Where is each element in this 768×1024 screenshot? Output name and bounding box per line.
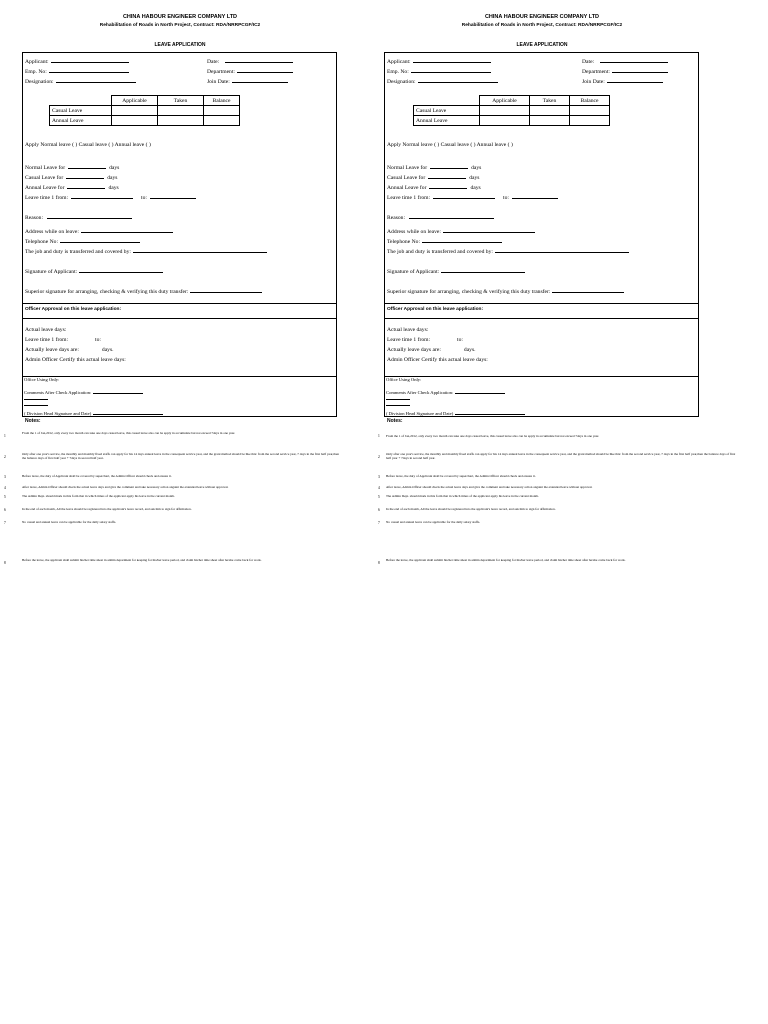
office-using-only: Office Using Only: [386, 377, 422, 382]
note-item: Only after one year's service, the monthly and monthly fixed staffs can apply for his 14 days annual leave in the consequent service year, and the grant method should be like this: from the second service year, 7 days in the first half year,then the balance days of first half year + 7days in second half year. [386, 452, 736, 461]
note-item: Before leave, the duty of Applicant shall be covered by superchart, the Admin Officer should check and ensure it. [22, 474, 172, 478]
note-item: In the end of each month, All the leave should be registered into the applicant's leave record, and ask him to sign for affirmation. [386, 507, 556, 511]
actual-leave-days: Actual leave days: [387, 327, 429, 333]
note-number: 7 [378, 521, 380, 525]
admin-certify: Admin Officer Certify this actual leave days: [387, 357, 488, 363]
note-item: No casual and annual leave can be applicable for the daily salary staffs. [386, 520, 481, 524]
actually-leave-days: Actually leave days are: days. [25, 347, 114, 353]
col-applicable: Applicable [112, 96, 158, 106]
note-item: After leave, Admin Officer should check the actual leave days and give the comment and take necessary action angaint the extended leave without approval. [386, 485, 593, 489]
cell-input[interactable] [530, 116, 570, 126]
note-item: Only after one year's service, the monthly and monthly fixed staffs can apply for his 14 days annual leave in the consequent service year, and the grant method should be like this: from the second service year, 7 days in the first half year,then the balance days of first half year + 7days in second half year. [22, 452, 339, 461]
applicant-field[interactable]: Applicant: [25, 57, 129, 66]
casual-leave-for[interactable]: Casual Leave for days [25, 175, 118, 181]
note-item: The Admin Dept. should mark in this form that in which times of the applicant apply his leave in the current month. [22, 494, 175, 498]
signature-line [24, 399, 48, 400]
form-title: LEAVE APPLICATION [154, 42, 206, 48]
notes-heading: Notes: [25, 418, 41, 424]
col-balance: Balance [570, 96, 610, 106]
col-balance: Balance [204, 96, 240, 106]
apply-leave-type[interactable]: Apply Normal leave ( ) Casual leave ( ) Annual leave ( ) [387, 142, 513, 148]
emp-no-field[interactable]: Emp. No: [387, 67, 491, 76]
note-number: 2 [378, 455, 380, 459]
actual-leave-days: Actual leave days: [25, 327, 67, 333]
note-number: 6 [4, 508, 6, 512]
note-number: 8 [378, 561, 380, 565]
applicant-field[interactable]: Applicant: [387, 57, 491, 66]
date-field[interactable]: Date: [582, 57, 668, 66]
note-item: Before the leave, the applicant shall submit his/her time sheet in admin department for keeping for his/her leave period, and claim his/her time sheet after he/she come back for work. [22, 558, 262, 562]
address-field[interactable]: Address while on leave: [387, 227, 535, 236]
applicant-signature-field[interactable]: Signature of Applicant: [387, 267, 525, 276]
note-number: 2 [4, 455, 6, 459]
col-taken: Taken [530, 96, 570, 106]
officer-leave-time: Leave time 1 from: to: [25, 337, 101, 343]
note-item: After leave, Admin Officer should check the actual leave days and give the comment and take necessary action angaint the extended leave without approval. [22, 485, 229, 489]
cell-input[interactable] [158, 116, 204, 126]
join-date-field[interactable]: Join Date: [582, 77, 663, 86]
note-number: 5 [378, 495, 380, 499]
leave-form-copy-right [378, 0, 736, 600]
leave-balance-table [413, 95, 610, 126]
note-number: 5 [4, 495, 6, 499]
cell-input[interactable] [158, 106, 204, 116]
note-number: 4 [378, 486, 380, 490]
normal-leave-for[interactable]: Normal Leave for days [25, 165, 120, 171]
division-head-signature[interactable]: ( Division Head Signature and Date) [24, 409, 163, 417]
designation-field[interactable]: Designation: [387, 77, 498, 86]
leave-time-from[interactable]: Leave time 1 from: to: [25, 193, 196, 202]
admin-certify: Admin Officer Certify this actual leave days: [25, 357, 126, 363]
note-number: 6 [378, 508, 380, 512]
date-field[interactable]: Date: [207, 57, 293, 66]
note-number: 8 [4, 561, 6, 565]
designation-field[interactable]: Designation: [25, 77, 136, 86]
signature-line [386, 405, 410, 406]
department-field[interactable]: Department: [207, 67, 293, 76]
actually-leave-days: Actually leave days are: days. [387, 347, 476, 353]
superior-signature-field[interactable]: Superior signature for arranging, checking & verifying this duty transfer: [25, 287, 262, 296]
duty-transfer-field[interactable]: The job and duty is transferred and covered by: [25, 247, 267, 256]
telephone-field[interactable]: Telephone No: [25, 237, 140, 246]
note-number: 4 [4, 486, 6, 490]
applicant-signature-field[interactable]: Signature of Applicant: [25, 267, 163, 276]
note-item: Before leave, the duty of Applicant shall be covered by superchart, the Admin Officer should check and ensure it. [386, 474, 536, 478]
note-number: 3 [4, 475, 6, 479]
row-casual-leave: Casual Leave [50, 106, 112, 116]
cell-input[interactable] [480, 106, 530, 116]
reason-field[interactable]: Reason: [25, 213, 132, 222]
comments-field[interactable]: Comments After Check Application: [24, 388, 143, 396]
officer-leave-time: Leave time 1 from: to: [387, 337, 463, 343]
department-field[interactable]: Department: [582, 67, 668, 76]
project-name: Rehabilitation of Roads in North Project, Contract: RDA/NRRPCGF/IC2 [461, 23, 623, 28]
row-annual-leave: Annual Leave [414, 116, 480, 126]
note-item: No casual and annual leave can be applicable for the daily salary staffs. [22, 520, 117, 524]
col-applicable: Applicable [480, 96, 530, 106]
leave-balance-table [49, 95, 240, 126]
note-number: 7 [4, 521, 6, 525]
normal-leave-for[interactable]: Normal Leave for days [387, 165, 482, 171]
note-item: From the 1 of Jan,2012, only every two month can take one days casual leave, this casual leave also can be apply in accumulate but not exceed 7days in one year. [386, 434, 600, 438]
leave-form-copy-left [4, 0, 362, 600]
comments-field[interactable]: Comments After Check Application: [386, 388, 505, 396]
company-name: CHINA HABOUR ENGINEER COMPANY LTD [484, 14, 600, 20]
signature-line [24, 405, 48, 406]
row-casual-leave: Casual Leave [414, 106, 480, 116]
notes-heading: Notes: [387, 418, 403, 424]
division-head-signature[interactable]: ( Division Head Signature and Date) [386, 409, 525, 417]
duty-transfer-field[interactable]: The job and duty is transferred and covered by: [387, 247, 629, 256]
superior-signature-field[interactable]: Superior signature for arranging, checking & verifying this duty transfer: [387, 287, 624, 296]
join-date-field[interactable]: Join Date: [207, 77, 288, 86]
apply-leave-type[interactable]: Apply Normal leave ( ) Casual leave ( ) Annual leave ( ) [25, 142, 151, 148]
officer-approval-heading: Officer Approval on this leave application: [25, 307, 122, 312]
address-field[interactable]: Address while on leave: [25, 227, 173, 236]
casual-leave-for[interactable]: Casual Leave for days [387, 175, 480, 181]
note-number: 3 [378, 475, 380, 479]
telephone-field[interactable]: Telephone No: [387, 237, 502, 246]
col-taken: Taken [158, 96, 204, 106]
leave-time-from[interactable]: Leave time 1 from: to: [387, 193, 558, 202]
note-item: The Admin Dept. should mark in this form that in which times of the applicant apply his leave in the current month. [386, 494, 539, 498]
note-item: In the end of each month, All the leave should be registered into the applicant's leave record, and ask him to sign for affirmation. [22, 507, 192, 511]
office-using-only: Office Using Only: [24, 377, 60, 382]
annual-leave-for[interactable]: Annual Leave for days [25, 185, 119, 191]
cell-input[interactable] [204, 106, 240, 116]
cell-input[interactable] [112, 116, 158, 126]
cell-input[interactable] [570, 106, 610, 116]
emp-no-field[interactable]: Emp. No: [25, 67, 129, 76]
reason-field[interactable]: Reason: [387, 213, 494, 222]
note-number: 1 [4, 434, 6, 438]
row-annual-leave: Annual Leave [50, 116, 112, 126]
note-number: 1 [378, 434, 380, 438]
company-name: CHINA HABOUR ENGINEER COMPANY LTD [122, 14, 238, 20]
project-name: Rehabilitation of Roads in North Project, Contract: RDA/NRRPCGF/IC2 [99, 23, 261, 28]
cell-input[interactable] [530, 106, 570, 116]
annual-leave-for[interactable]: Annual Leave for days [387, 185, 481, 191]
note-item: Before the leave, the applicant shall submit his/her time sheet in admin department for keeping for his/her leave period, and claim his/her time sheet after he/she come back for work. [386, 558, 626, 562]
note-item: From the 1 of Jan,2012, only every two month can take one days casual leave, this casual leave also can be apply in accumulate but not exceed 7days in one year. [22, 431, 236, 435]
signature-line [386, 399, 410, 400]
cell-input[interactable] [480, 116, 530, 126]
officer-approval-heading: Officer Approval on this leave application: [387, 307, 484, 312]
cell-input[interactable] [112, 106, 158, 116]
cell-input[interactable] [570, 116, 610, 126]
form-title: LEAVE APPLICATION [516, 42, 568, 48]
cell-input[interactable] [204, 116, 240, 126]
